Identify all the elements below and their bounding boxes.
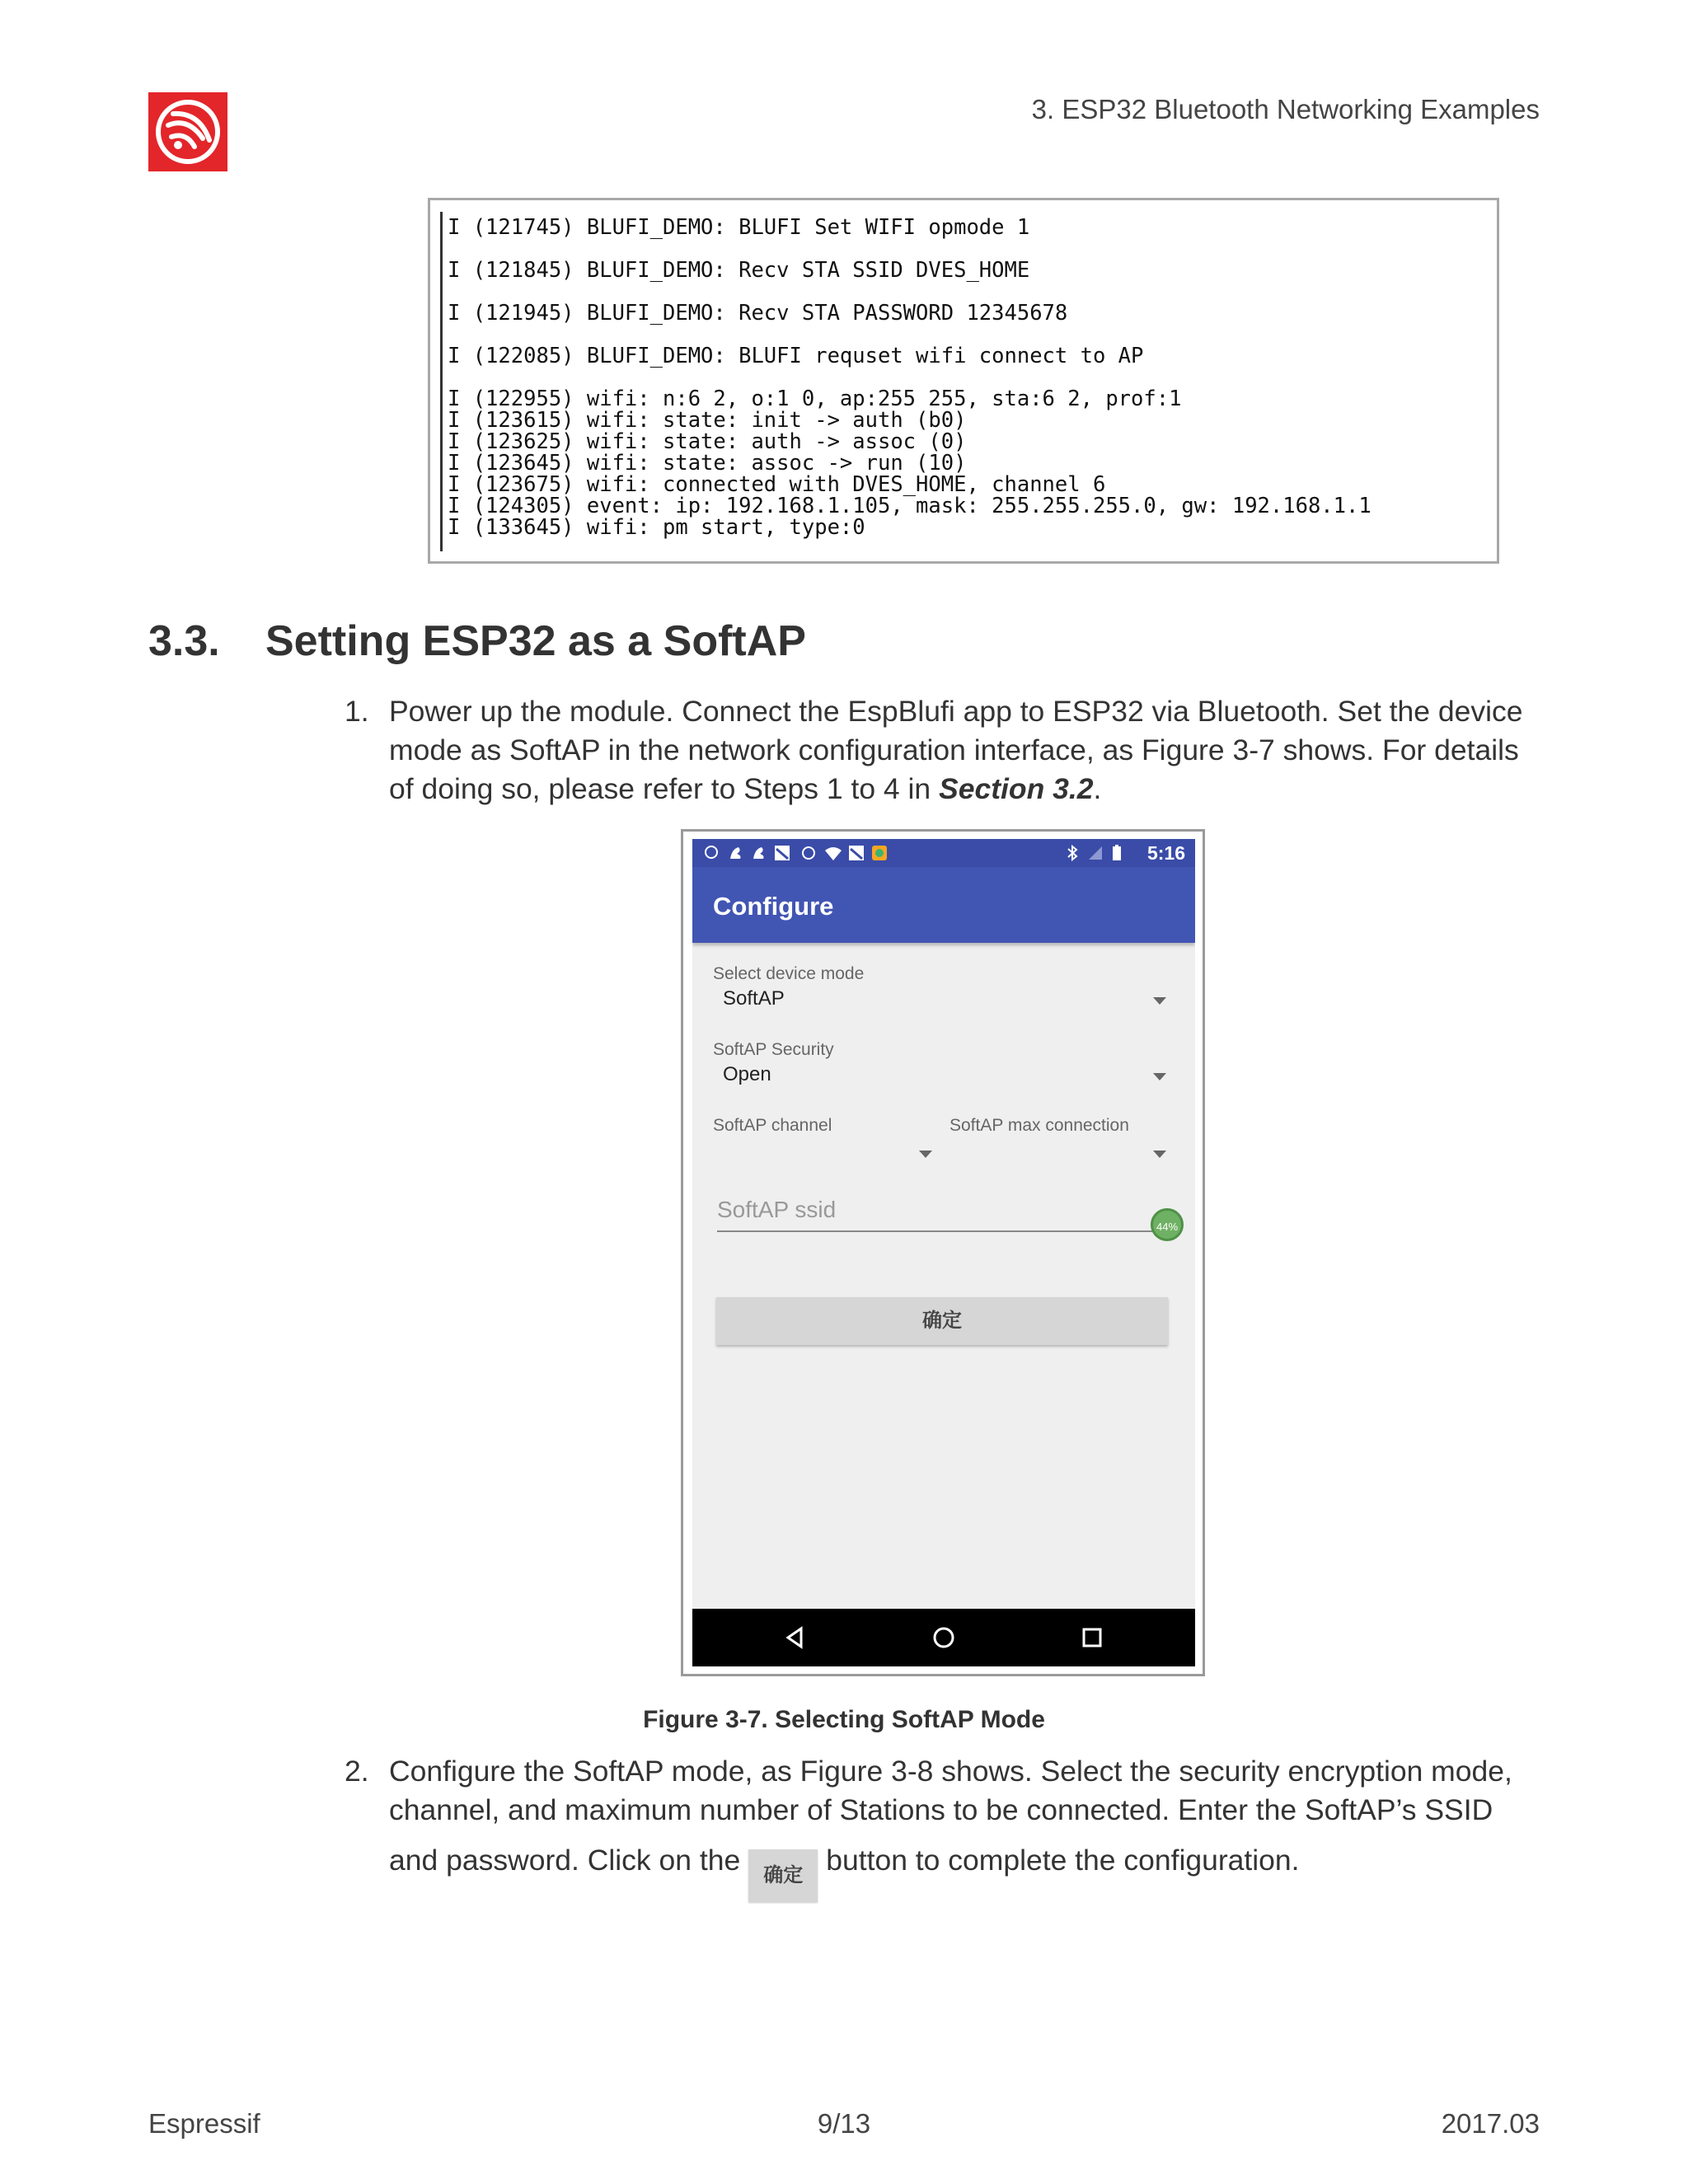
console-line: I (123645) wifi: state: assoc -> run (10) <box>448 451 967 476</box>
section-title: Setting ESP32 as a SoftAP <box>265 617 806 665</box>
max-connection-label: SoftAP max connection <box>950 1116 1129 1135</box>
gauge-icon <box>799 844 818 862</box>
chevron-down-icon <box>1153 1073 1166 1080</box>
console-log-screenshot <box>428 198 1499 564</box>
back-icon <box>783 1625 808 1650</box>
footer-date: 2017.03 <box>1441 2108 1540 2139</box>
image-icon <box>773 844 791 862</box>
footer-page-number: 9/13 <box>817 2108 871 2139</box>
console-line: I (122085) BLUFI_DEMO: BLUFI requset wifi connect to AP <box>448 344 1144 368</box>
progress-badge: 44% <box>1151 1208 1184 1241</box>
step-2-line <box>389 1841 1543 1902</box>
wifi-icon <box>824 844 842 862</box>
device-mode-value: SoftAP <box>723 987 785 1010</box>
app-icon <box>870 844 889 862</box>
device-mode-label: Select device mode <box>713 964 865 983</box>
recents-icon <box>1080 1625 1104 1650</box>
chat-icon <box>702 844 720 862</box>
figure-caption: Figure 3-7. Selecting SoftAP Mode <box>643 1706 1045 1733</box>
phone-screenshot <box>692 839 1195 1666</box>
console-line: I (133645) wifi: pm start, type:0 <box>448 515 865 540</box>
chevron-down-icon <box>919 1151 932 1158</box>
confirm-button[interactable]: 确定 <box>716 1297 1168 1345</box>
console-line: I (121745) BLUFI_DEMO: BLUFI Set WIFI opmode 1 <box>448 215 1030 240</box>
step-2-line-text: and password. Click on the <box>389 1844 741 1877</box>
console-line: I (123615) wifi: state: init -> auth (b0) <box>448 408 967 433</box>
step-1-line-end: . <box>1093 772 1102 805</box>
signal-icon <box>1086 844 1104 862</box>
home-icon <box>931 1625 956 1650</box>
step-1-line <box>389 770 1543 808</box>
step-1-line: mode as SoftAP in the network configuration interface, as Figure 3-7 shows. For details <box>389 733 1519 766</box>
ssid-underline <box>717 1230 1158 1232</box>
security-select[interactable] <box>713 1060 1175 1093</box>
step-2-line: channel, and maximum number of Stations to be connected. Enter the SoftAP’s SSID <box>389 1793 1493 1826</box>
status-bar <box>692 839 1195 867</box>
security-label: SoftAP Security <box>713 1040 834 1059</box>
max-connection-select[interactable] <box>950 1137 1175 1170</box>
step-1-number: 1. <box>345 695 369 728</box>
console-line: I (121945) BLUFI_DEMO: Recv STA PASSWORD 12345678 <box>448 301 1068 326</box>
console-line: I (123625) wifi: state: auth -> assoc (0) <box>448 429 967 454</box>
chevron-down-icon <box>1153 997 1166 1005</box>
app-title: Configure <box>713 892 834 921</box>
device-mode-select[interactable] <box>713 984 1175 1017</box>
console-line: I (122955) wifi: n:6 2, o:1 0, ap:255 255, sta:6 2, prof:1 <box>448 387 1182 411</box>
inline-confirm-button: 确定 <box>748 1849 818 1902</box>
squirrel-icon <box>727 844 745 862</box>
status-clock: 5:16 <box>1146 842 1185 864</box>
console-line: I (123675) wifi: connected with DVES_HOME, channel 6 <box>448 472 1106 497</box>
console-line: I (121845) BLUFI_DEMO: Recv STA SSID DVES_HOME <box>448 258 1030 283</box>
step-1-text <box>389 692 1543 808</box>
header-chapter-title: 3. ESP32 Bluetooth Networking Examples <box>1031 94 1540 124</box>
section-number: 3.3. <box>148 617 220 665</box>
app-bar <box>692 867 1195 943</box>
chevron-down-icon <box>1153 1151 1166 1158</box>
image-icon <box>847 844 865 862</box>
section-3-2-link[interactable]: Section 3.2 <box>939 772 1094 805</box>
step-2-line: Configure the SoftAP mode, as Figure 3-8 shows. Select the security encryption mode, <box>389 1755 1512 1788</box>
bluetooth-icon <box>1063 844 1081 862</box>
squirrel-icon <box>750 844 768 862</box>
back-button[interactable] <box>754 1609 837 1666</box>
step-2-line-end: button to complete the configuration. <box>826 1844 1300 1877</box>
step-2-text <box>389 1752 1543 1902</box>
footer-company: Espressif <box>148 2108 260 2139</box>
home-button[interactable] <box>903 1609 985 1666</box>
security-value: Open <box>723 1063 771 1085</box>
navigation-bar <box>692 1609 1195 1666</box>
step-1-line-text: of doing so, please refer to Steps 1 to 4 in <box>389 772 940 805</box>
channel-label: SoftAP channel <box>713 1116 832 1135</box>
espressif-logo-icon <box>148 92 227 171</box>
channel-select[interactable] <box>713 1137 935 1170</box>
ssid-input[interactable]: SoftAP ssid <box>717 1197 837 1222</box>
step-2-number: 2. <box>345 1755 369 1788</box>
battery-icon <box>1108 844 1126 862</box>
espressif-logo <box>148 92 227 171</box>
step-1-line: Power up the module. Connect the EspBlufi app to ESP32 via Bluetooth. Set the device <box>389 695 1523 728</box>
console-line: I (124305) event: ip: 192.168.1.105, mask: 255.255.255.0, gw: 192.168.1.1 <box>448 494 1372 518</box>
recents-button[interactable] <box>1051 1609 1133 1666</box>
